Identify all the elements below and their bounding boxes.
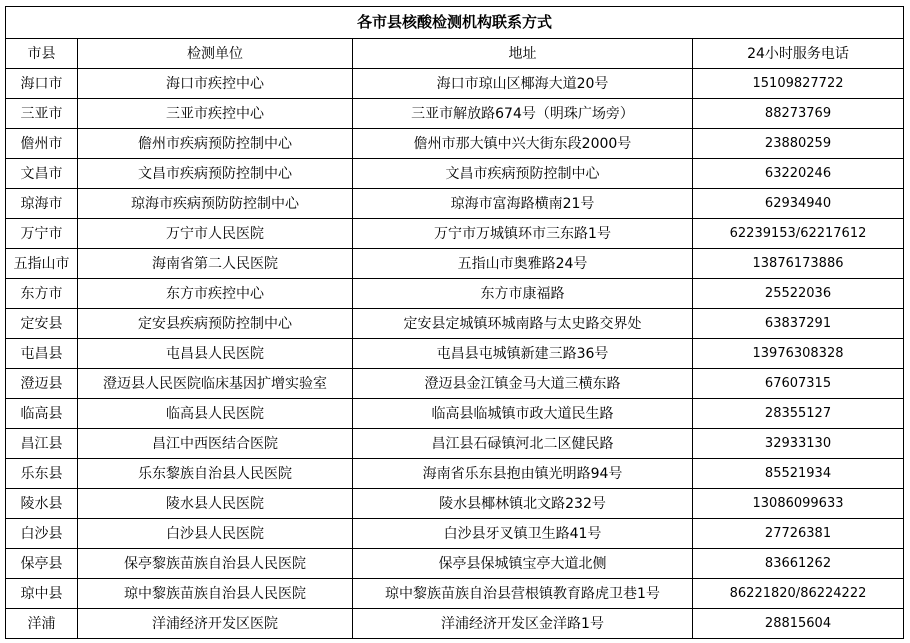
cell-city: 儋州市 [6, 129, 78, 159]
cell-address: 琼海市富海路横南21号 [353, 189, 693, 219]
cell-address: 海南省乐东县抱由镇光明路94号 [353, 459, 693, 489]
header-city: 市县 [6, 39, 78, 69]
cell-unit: 万宁市人民医院 [78, 219, 353, 249]
table-row [6, 429, 904, 459]
header-unit: 检测单位 [78, 39, 353, 69]
table-row [6, 459, 904, 489]
cell-unit: 陵水县人民医院 [78, 489, 353, 519]
cell-phone: 25522036 [693, 279, 904, 309]
cell-unit: 白沙县人民医院 [78, 519, 353, 549]
testing-institutions-table [5, 6, 904, 639]
cell-phone: 28815604 [693, 609, 904, 639]
cell-city: 昌江县 [6, 429, 78, 459]
table-row [6, 339, 904, 369]
table-row [6, 69, 904, 99]
table-row [6, 279, 904, 309]
header-phone: 24小时服务电话 [693, 39, 904, 69]
cell-address: 万宁市万城镇环市三东路1号 [353, 219, 693, 249]
cell-address: 文昌市疾病预防控制中心 [353, 159, 693, 189]
title-row [6, 7, 904, 39]
cell-phone: 88273769 [693, 99, 904, 129]
table-row [6, 399, 904, 429]
cell-phone: 86221820/86224222 [693, 579, 904, 609]
table-row [6, 519, 904, 549]
cell-unit: 琼海市疾病预防防控制中心 [78, 189, 353, 219]
table-row [6, 489, 904, 519]
cell-address: 澄迈县金江镇金马大道三横东路 [353, 369, 693, 399]
table-row [6, 579, 904, 609]
table-row [6, 369, 904, 399]
cell-city: 万宁市 [6, 219, 78, 249]
cell-address: 屯昌县屯城镇新建三路36号 [353, 339, 693, 369]
cell-address: 陵水县椰林镇北文路232号 [353, 489, 693, 519]
cell-phone: 23880259 [693, 129, 904, 159]
cell-phone: 67607315 [693, 369, 904, 399]
cell-phone: 28355127 [693, 399, 904, 429]
cell-address: 洋浦经济开发区金洋路1号 [353, 609, 693, 639]
cell-unit: 屯昌县人民医院 [78, 339, 353, 369]
header-address: 地址 [353, 39, 693, 69]
cell-address: 三亚市解放路674号（明珠广场旁） [353, 99, 693, 129]
cell-unit: 昌江中西医结合医院 [78, 429, 353, 459]
header-row [6, 39, 904, 69]
cell-unit: 三亚市疾控中心 [78, 99, 353, 129]
cell-city: 三亚市 [6, 99, 78, 129]
contact-sheet [5, 6, 903, 639]
table-body [6, 69, 904, 639]
cell-phone: 13876173886 [693, 249, 904, 279]
table-row [6, 249, 904, 279]
cell-unit: 儋州市疾病预防控制中心 [78, 129, 353, 159]
cell-phone: 83661262 [693, 549, 904, 579]
cell-unit: 海南省第二人民医院 [78, 249, 353, 279]
cell-city: 陵水县 [6, 489, 78, 519]
table-row [6, 129, 904, 159]
cell-phone: 13086099633 [693, 489, 904, 519]
cell-unit: 定安县疾病预防控制中心 [78, 309, 353, 339]
cell-unit: 乐东黎族自治县人民医院 [78, 459, 353, 489]
cell-phone: 27726381 [693, 519, 904, 549]
cell-phone: 32933130 [693, 429, 904, 459]
cell-phone: 63220246 [693, 159, 904, 189]
cell-address: 昌江县石碌镇河北二区健民路 [353, 429, 693, 459]
cell-unit: 海口市疾控中心 [78, 69, 353, 99]
cell-unit: 临高县人民医院 [78, 399, 353, 429]
cell-city: 屯昌县 [6, 339, 78, 369]
cell-city: 五指山市 [6, 249, 78, 279]
cell-unit: 洋浦经济开发区医院 [78, 609, 353, 639]
cell-address: 五指山市奥雅路24号 [353, 249, 693, 279]
table-row [6, 609, 904, 639]
cell-unit: 澄迈县人民医院临床基因扩增实验室 [78, 369, 353, 399]
cell-address: 定安县定城镇环城南路与太史路交界处 [353, 309, 693, 339]
table-title: 各市县核酸检测机构联系方式 [6, 7, 904, 39]
cell-city: 定安县 [6, 309, 78, 339]
table-row [6, 189, 904, 219]
cell-unit: 琼中黎族苗族自治县人民医院 [78, 579, 353, 609]
cell-phone: 85521934 [693, 459, 904, 489]
cell-city: 澄迈县 [6, 369, 78, 399]
table-row [6, 219, 904, 249]
cell-address: 东方市康福路 [353, 279, 693, 309]
cell-unit: 东方市疾控中心 [78, 279, 353, 309]
cell-address: 琼中黎族苗族自治县营根镇教育路虎卫巷1号 [353, 579, 693, 609]
table-row [6, 99, 904, 129]
cell-address: 保亭县保城镇宝亭大道北侧 [353, 549, 693, 579]
table-row [6, 549, 904, 579]
cell-city: 海口市 [6, 69, 78, 99]
cell-city: 琼中县 [6, 579, 78, 609]
cell-phone: 62934940 [693, 189, 904, 219]
cell-unit: 文昌市疾病预防控制中心 [78, 159, 353, 189]
cell-phone: 63837291 [693, 309, 904, 339]
cell-address: 儋州市那大镇中兴大街东段2000号 [353, 129, 693, 159]
cell-phone: 13976308328 [693, 339, 904, 369]
cell-address: 白沙县牙叉镇卫生路41号 [353, 519, 693, 549]
cell-city: 东方市 [6, 279, 78, 309]
cell-city: 琼海市 [6, 189, 78, 219]
cell-city: 文昌市 [6, 159, 78, 189]
cell-city: 保亭县 [6, 549, 78, 579]
cell-unit: 保亭黎族苗族自治县人民医院 [78, 549, 353, 579]
table-row [6, 309, 904, 339]
cell-address: 临高县临城镇市政大道民生路 [353, 399, 693, 429]
cell-city: 临高县 [6, 399, 78, 429]
cell-phone: 15109827722 [693, 69, 904, 99]
cell-city: 洋浦 [6, 609, 78, 639]
cell-address: 海口市琼山区椰海大道20号 [353, 69, 693, 99]
cell-city: 白沙县 [6, 519, 78, 549]
cell-city: 乐东县 [6, 459, 78, 489]
cell-phone: 62239153/62217612 [693, 219, 904, 249]
table-row [6, 159, 904, 189]
